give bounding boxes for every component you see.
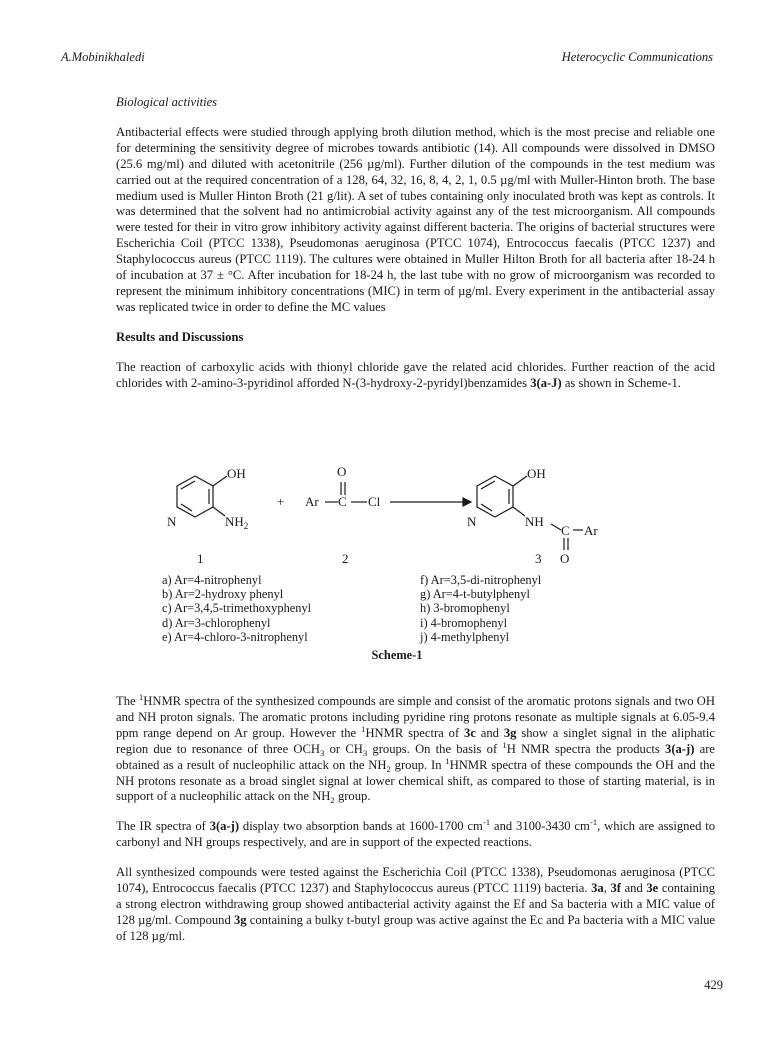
label-o-carbonyl: O: [337, 464, 347, 479]
lower-text-block: [116, 694, 715, 945]
compound-number-1: 1: [197, 551, 204, 566]
reaction-scheme: [155, 446, 625, 571]
label-ar: Ar: [305, 494, 319, 509]
paragraph-results-intro: [116, 360, 715, 392]
paragraph-hnmr: The $^1$HNMR spectra of the synthesized compounds are simple and consist of the aromatic protons signals and two OH and NH proton signals. The aromatic protons including pyridine ring protons resonate as multiple signals at 6.05-9.4 ppm range depend on Ar group. However the $^1$HNMR spectra of 3c and 3g show a singlet signal in the aliphatic region due to resonance of three $OCH_3$ or $CH_3$ groups. On the basis of $^1$H NMR spectra the products 3(a-j) are obtained as a result of nucleophilic attack on the $NH_2$ group. In $^1$HNMR spectra of these compounds the OH and the NH protons resonate as a broad singlet signal at lower chemical shift, as compared to those of starting material, is in support of a nucleophilic attack on the $NH_2$ group.: [116, 692, 716, 806]
page-number: 429: [704, 978, 723, 992]
label-c-amide: C: [561, 523, 570, 538]
compound-number-2: 2: [342, 551, 349, 566]
compound-list-left: [162, 573, 402, 644]
list-item: e) Ar=4-chloro-3-nitrophenyl: [162, 629, 308, 644]
upper-text-block: [116, 95, 715, 392]
label-o-amide: O: [560, 551, 570, 566]
results-text-a: The reaction of carboxylic acids with thionyl chloride gave the related acid chlorides. Further reaction of the acid chlorides with 2-amino-3-pyridinol afforded N-(3-hydroxy-2-pyridyl)benzamides: [116, 359, 715, 390]
label-c: C: [338, 494, 347, 509]
list-item: i) 4-bromophenyl: [420, 615, 508, 630]
section-title-biological: Biological activities: [116, 95, 218, 109]
label-oh-3: OH: [527, 466, 546, 481]
label-cl: Cl: [368, 494, 381, 509]
scheme-caption: Scheme-1: [371, 648, 423, 662]
results-text-b: as shown in Scheme-1.: [561, 375, 681, 390]
paragraph-ir: The IR spectra of 3(a-j) display two absorption bands at 1600-1700 $cm^{-1}$ and 3100-3430 $cm^{-1}$, which are assigned to carbonyl and NH groups respectively, and are in support of the expected reactions.: [116, 817, 715, 850]
compound-number-3: 3: [535, 551, 542, 566]
label-ar-amide: Ar: [584, 523, 598, 538]
label-nh: NH: [525, 514, 544, 529]
label-n-3: N: [467, 514, 477, 529]
results-bold-compound: 3(a-J): [530, 375, 562, 390]
list-item: a) Ar=4-nitrophenyl: [162, 573, 262, 587]
paragraph-biological: Antibacterial effects were studied through applying broth dilution method, which is the most precise and reliable one for determining the sensitivity degree of microbes towards antibiotic (14). All compounds were dissolved in DMSO (25.6 mg/ml) and diluted with acetonitrile (256 µg/ml). Further dilution of the compounds in the test medium was carried out at the required concentration of a 128, 64, 32, 16, 8, 4, 2, 1, 0.5 µg/ml with Muller-Hinton broth. The base medium used is Muller Hinton Broth (21 g/lit). A set of tubes containing only inoculated broth was kept as controls. It was determined that the solvent had no antimicrobial activity against any of the test microorganism. All compounds were tested for their in vitro grow inhibitory activity against different bacteria. The origins of bacterial structures were Escherichia Coil (PTCC 1338), Pseudomonas aeruginosa (PTCC 1074), Entrococcus faecalis (PTCC 1237) and Staphylococcus aureus (PTCC 1119). The cultures were obtained in Muller Hilton Broth for all bacteria after 18-24 h of incubation at 37 ± °C. After incubation for 18-24 h, the last tube with no grow of microorganism was recorded to represent the minimum inhibitory concentrations (MIC) in term of µg/ml. Every experiment in the antibacterial assay was replicated twice in order to define the MC values: [116, 124, 715, 314]
list-item: d) Ar=3-chlorophenyl: [162, 615, 271, 630]
label-n-1: N: [167, 514, 177, 529]
running-header-journal: Heterocyclic Communications: [561, 50, 713, 64]
list-item: b) Ar=2-hydroxy phenyl: [162, 587, 284, 602]
label-nh2: $NH_2$: [225, 514, 249, 531]
list-item: h) 3-bromophenyl: [420, 601, 510, 616]
list-item: c) Ar=3,4,5-trimethoxyphenyl: [162, 601, 312, 616]
reaction-scheme-drawing: [155, 446, 625, 571]
list-item: f) Ar=3,5-di-nitrophenyl: [420, 573, 542, 587]
label-plus: +: [277, 494, 285, 509]
list-item: j) 4-methylphenyl: [420, 629, 510, 644]
label-oh-1: OH: [227, 466, 246, 481]
section-title-results: Results and Discussions: [116, 329, 244, 344]
paragraph-antibacterial-results: All synthesized compounds were tested against the Escherichia Coil (PTCC 1338), Pseudomonas aeruginosa (PTCC 1074), Entrococcus faecalis (PTCC 1237) and Staphylococcus aureus (PTCC 1119) bacteria. 3a, 3f and 3e containing a strong electron withdrawing group showed antibacterial activity against the Ef and Sa bacteria with a MIC value of 128 µg/ml. Compound 3g containing a bulky t-butyl group was active against the Ec and Pa bacteria with a MIC value of 128 µg/ml.: [116, 865, 716, 943]
list-item: g) Ar=4-t-butylphenyl: [420, 587, 530, 602]
running-header-author: A.Mobinikhaledi: [61, 50, 145, 64]
compound-list-right: [420, 573, 640, 644]
